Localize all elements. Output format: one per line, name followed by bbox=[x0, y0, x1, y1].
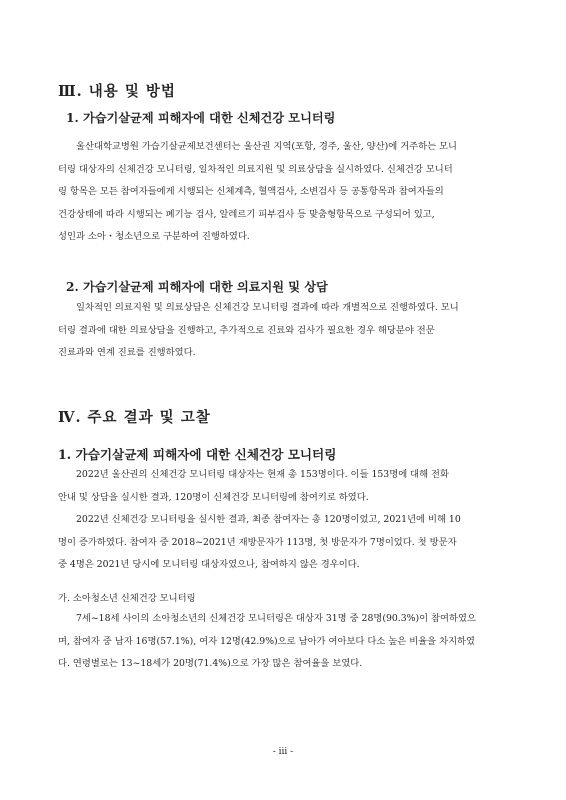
paragraph-line: 진료과와 연계 진료를 진행하였다. bbox=[58, 347, 196, 358]
paragraph-line: 7세~18세 사이의 소아청소년의 신체건강 모니터링은 대상자 31명 중 28명(90.3%)이 참여하였으 bbox=[76, 613, 476, 624]
section-3-2-paragraph bbox=[58, 297, 510, 365]
paragraph-line: 중 4명은 2021년 당시에 모니터링 대상자였으나, 참여하지 않은 경우이다. bbox=[58, 559, 360, 570]
section-4-heading: Ⅳ. 주요 결과 및 고찰 bbox=[58, 409, 211, 426]
section-3-1-heading: 1. 가습기살균제 피해자에 대한 신체건강 모니터링 bbox=[66, 111, 336, 125]
section-3-1-paragraph bbox=[58, 136, 510, 249]
section-3-2-heading: 2. 가습기살균제 피해자에 대한 의료지원 및 상담 bbox=[66, 280, 328, 294]
paragraph-line: 링 항목은 모든 참여자들에게 시행되는 신체계측, 혈액검사, 소변검사 등 공통항목과 참여자들의 bbox=[58, 186, 444, 197]
paragraph-line: 며, 참여자 중 남자 16명(57.1%), 여자 12명(42.9%)으로 남아가 여아보다 다소 높은 비율을 차지하였 bbox=[58, 635, 476, 647]
section-4-1-paragraph-1 bbox=[58, 464, 510, 509]
section-3-heading: Ⅲ. 내용 및 방법 bbox=[58, 83, 176, 100]
paragraph-line: 성인과 소아・청소년으로 구분하여 진행하였다. bbox=[58, 231, 250, 242]
paragraph-line: 터링 대상자의 신체건강 모니터링, 일차적인 의료지원 및 의료상담을 실시하였다. 신체건강 모니터 bbox=[58, 163, 453, 175]
section-4-1-heading: 1. 가습기살균제 피해자에 대한 신체건강 모니터링 bbox=[58, 447, 337, 462]
paragraph-line: 일차적인 의료지원 및 의료상담은 신체건강 모니터링 결과에 따라 개별적으로 진행하였다. 모니 bbox=[76, 302, 459, 313]
paragraph-line: 2022년 신체건강 모니터링을 실시한 결과, 최종 참여자는 총 120명이었고, 2021년에 비해 10 bbox=[76, 514, 461, 525]
paragraph-line: 명이 증가하였다. 참여자 중 2018~2021년 재방문자가 113명, 첫 방문자가 7명이었다. 첫 방문자 bbox=[58, 536, 457, 548]
page-number: - iii - bbox=[272, 747, 294, 757]
paragraph-line: 울산대학교병원 가습기살균제보건센터는 울산권 지역(포항, 경주, 울산, 양산)에 거주하는 모니 bbox=[76, 141, 458, 152]
section-4-a-heading: 가. 소아청소년 신체건강 모니터링 bbox=[58, 593, 196, 604]
paragraph-line: 터링 결과에 대한 의료상담을 진행하고, 추가적으로 진료와 검사가 필요한 경우 해당분야 전문 bbox=[58, 324, 435, 336]
paragraph-line: 2022년 울산권의 신체건강 모니터링 대상자는 현재 총 153명이다. 이들 153명에 대해 전화 bbox=[76, 469, 450, 480]
section-4-1-paragraph-2 bbox=[58, 509, 510, 577]
paragraph-line: 안내 및 상담을 실시한 결과, 120명이 신체건강 모니터링에 참여키로 하였다. bbox=[58, 491, 369, 503]
paragraph-line: 건강상태에 따라 시행되는 폐기능 검사, 알레르기 피부검사 등 맞춤형항목으로 구성되어 있고, bbox=[58, 208, 435, 220]
section-4-a-paragraph bbox=[58, 608, 510, 676]
paragraph-line: 다. 연령별로는 13~18세가 20명(71.4%)으로 가장 많은 참여율을 보였다. bbox=[58, 658, 363, 669]
